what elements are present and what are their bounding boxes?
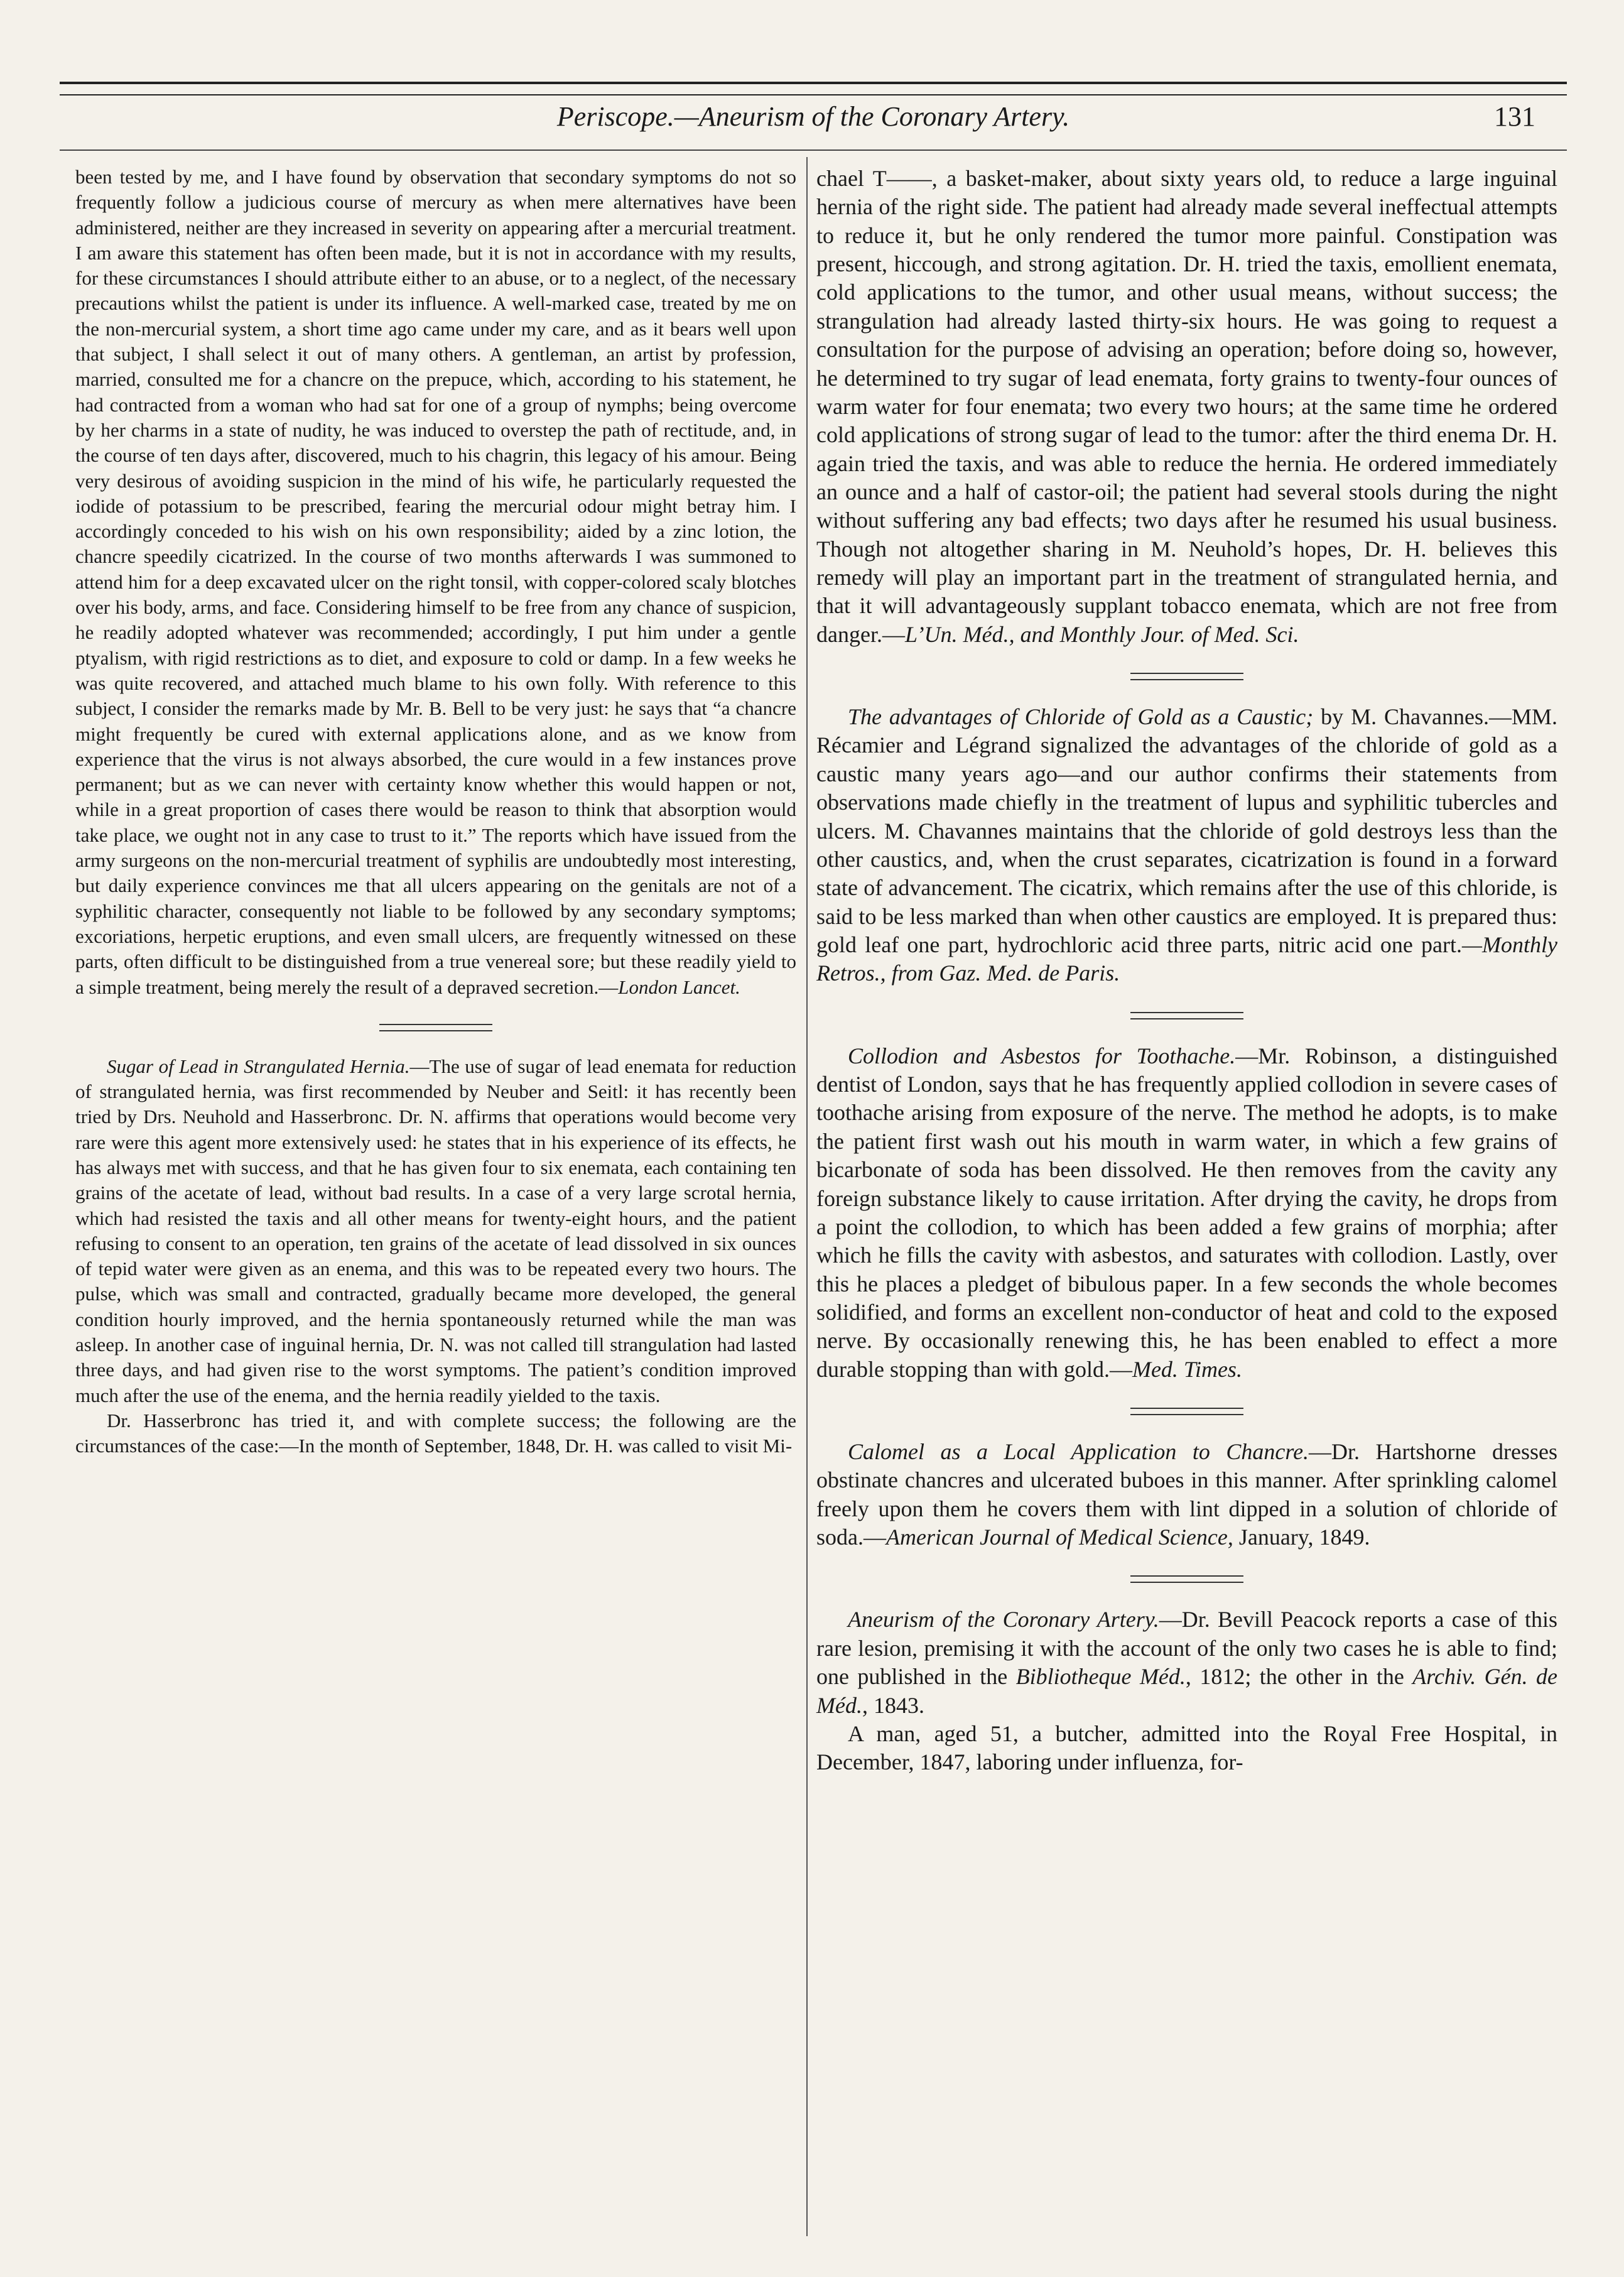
section-divider xyxy=(1130,1575,1243,1583)
article-title: Sugar of Lead in Strangulated Hernia. xyxy=(107,1055,410,1077)
article-body: , 1812; the other in the xyxy=(1185,1664,1413,1690)
right-column xyxy=(816,165,1557,2256)
article-body: been tested by me, and I have found by observation that secondary symptoms do not so frequently follow a judicious course of mercury as when mere alternatives have been administered, neither are they increased in severity on appearing after a mercurial treatment. I am aware this statement has often been made, but it is not in accordance with my results, for these circumstances I should attribute either to an abuse, or to a neglect, of the necessary precautions whilst the patient is under its influence. A well-marked case, treated by me on the non-mercurial system, a short time ago came under my care, and as it bears well upon that subject, I shall select it out of many others. A gentleman, an artist by profession, married, consulted me for a chancre on the prepuce, which, according to his statement, he had contracted from a woman who had sat for one of a group of nymphs; being overcome by her charms in a state of nudity, he was induced to overstep the path of rectitude, and, in the course of ten days after, discovered, much to his chagrin, this legacy of his amour. Being very desirous of avoiding suspicion in the mind of his wife, he particularly requested the iodide of potassium to be prescribed, fearing the mercurial odour might betray him. I accordingly conceded to his wish on his own responsibility; aided by a zinc lotion, the chancre speedily cicatrized. In the course of two months afterwards I was summoned to attend him for a deep excavated ulcer on the right tonsil, with copper-colored scaly blotches over his body, arms, and face. Considering himself to be free from any chance of suspicion, he readily adopted whatever was recommended; accordingly, I put him under a gentle ptyalism, with rigid restrictions as to diet, and exposure to cold or damp. In a few weeks he was quite recovered, and attached much blame to his own folly. With reference to this subject, I consider the remarks made by Mr. B. Bell to be very just: he says that “a chancre might frequently be cured with external applications alone, and as we know from experience that the virus is not always absorbed, the cure would in a few instances prove permanent; but as we can never with certainty know whether this would happen or not, while in a great proportion of cases there would be reason to think that absorption would take place, we ought not in any case to trust to it.” The reports which have issued from the army surgeons on the non-mercurial treatment of syphilis are undoubtedly most interesting, but daily experience convinces me that all ulcers appearing on the genitals are not of a syphilitic character, consequently not liable to be followed by any secondary symptoms; excoriations, herpetic eruptions, and even small ulcers, are frequently witnessed on these parts, often difficult to be distinguished from a true venereal sore; but these readily yield to a simple treatment, being merely the result of a depraved secretion.— xyxy=(75,166,796,998)
article-chloride-of-gold xyxy=(816,703,1557,988)
section-divider xyxy=(1130,673,1243,680)
article-title: Collodion and Asbestos for Toothache. xyxy=(848,1043,1236,1068)
running-head: Periscope.—Aneurism of the Coronary Artery. xyxy=(556,101,1070,132)
article-source: American Journal of Medical Science, xyxy=(886,1524,1233,1550)
page-header xyxy=(60,101,1567,151)
article-sugar-of-lead xyxy=(75,1054,796,1408)
article-sugar-of-lead-paragraph-2 xyxy=(75,1408,796,1459)
citation-archiv: Archiv. Gén. de Méd. xyxy=(816,1664,1557,1718)
section-divider xyxy=(1130,1012,1243,1019)
section-divider xyxy=(379,1024,492,1031)
article-collodion xyxy=(816,1042,1557,1384)
article-aneurism xyxy=(816,1606,1557,1719)
citation-bibliotheque: Bibliotheque Méd. xyxy=(1015,1664,1186,1690)
article-source: Med. Times. xyxy=(1132,1356,1242,1382)
article-body: by M. Chavannes.—MM. Récamier and Légrand signalized the advantages of the chloride of gold as a caustic many years ago—and our author confirms their statements from observations made chiefly in the treatment of lupus and syphilitic tubercles and ulcers. M. Chavannes maintains that the chloride of gold destroys less than the other caustics, and, when the crust separates, cicatrization is found in a forward state of advancement. The cicatrix, which remains after the use of this chloride, is said to be less marked than when other caustics are employed. It is prepared thus: gold leaf one part, hydrochloric acid three parts, nitric acid one part. xyxy=(816,704,1557,957)
section-divider xyxy=(1130,1408,1243,1415)
left-column xyxy=(75,165,796,2256)
article-body: —Mr. Robinson, a distinguished dentist of London, says that he has frequently applied collodion in severe cases of toothache arising from exposure of the nerve. The method he adopts, is to make the patient first wash out his mouth in warm water, in which a few grains of bicarbonate of soda has been dissolved. He then removes from the cavity any foreign substance likely to cause irritation. After drying the cavity, he drops from a point the collodion, to which has been added a few grains of morphia; after which he fills the cavity with asbestos, and saturates with collodion. Lastly, over this he places a pledget of bibulous paper. In a few seconds the whole becomes solidified, and forms an excellent non-conductor of heat and cold to the exposed nerve. By occasionally renewing this, he has been enabled to effect a more durable stopping than with gold.— xyxy=(816,1043,1557,1382)
article-aneurism-paragraph-2 xyxy=(816,1720,1557,1777)
article-calomel xyxy=(816,1438,1557,1552)
article-date: January, 1849. xyxy=(1233,1524,1370,1550)
article-title: The advantages of Chloride of Gold as a Caustic; xyxy=(848,704,1314,730)
article-body: , 1843. xyxy=(862,1692,924,1718)
article-title: Calomel as a Local Application to Chancre. xyxy=(848,1439,1309,1465)
article-syphilis-continued xyxy=(75,165,796,1000)
article-source: L’Un. Méd., and Monthly Jour. of Med. Sci. xyxy=(904,621,1299,647)
article-source: —Monthly Retros., from Gaz. Med. de Paris. xyxy=(816,932,1557,986)
article-body: chael T——, a basket-maker, about sixty years old, to reduce a large inguinal hernia of the right side. The patient had already made several ineffectual attempts to reduce it, but he only rendered the tumor more painful. Constipation was present, hiccough, and strong agitation. Dr. H. tried the taxis, emollient enemata, cold applications to the tumor, and other usual means, without success; the strangulation had already lasted thirty-six hours. He was going to request a consultation for the purpose of advising an operation; before doing so, however, he determined to try sugar of lead enemata, forty grains to twenty-four ounces of warm water for four enemata; two every two hours; at the same time he ordered cold applications of strong sugar of lead to the tumor: after the third enema Dr. H. again tried the taxis, and was able to reduce the hernia. He ordered immediately an ounce and a half of castor-oil; the patient had several stools during the night without suffering any bad effects; two days after he resumed his usual business. Though not altogether sharing in M. Neuhold’s hopes, Dr. H. believes this remedy will play an important part in the treatment of strangulated hernia, and that it will advantageously supplant tobacco enemata, which are not free from danger.— xyxy=(816,166,1557,647)
page-number: 131 xyxy=(1494,101,1535,132)
column-divider xyxy=(806,157,808,2236)
article-body: Dr. Hasserbronc has tried it, and with complete success; the following are the circumstances of the case:—In the month of September, 1848, Dr. H. was called to visit Mi- xyxy=(75,1409,796,1457)
header-rule xyxy=(60,149,1567,151)
top-double-rule xyxy=(60,82,1567,95)
article-title: Aneurism of the Coronary Artery. xyxy=(848,1607,1159,1633)
article-body: —Dr. Bevill Peacock reports a case of this rare lesion, premising it with the account of the only two cases he is able to find; one published in the xyxy=(816,1607,1557,1690)
article-body: A man, aged 51, a butcher, admitted into the Royal Free Hospital, in December, 1847, laboring under influenza, for- xyxy=(816,1720,1557,1775)
article-body: —Dr. Hartshorne dresses obstinate chancres and ulcerated buboes in this manner. After sprinkling calomel freely upon them he covers them with lint dipped in a solution of chloride of soda.— xyxy=(816,1439,1557,1550)
article-body: —The use of sugar of lead enemata for reduction of strangulated hernia, was first recommended by Neuber and Seitl: it has recently been tried by Drs. Neuhold and Hasserbronc. Dr. N. affirms that operations would become very rare were this agent more extensively used: he states that in his experience of its effects, he has always met with success, and that he has given four to six enemata, each containing ten grains of the acetate of lead, without bad results. In a case of a very large scrotal hernia, which had resisted the taxis and all other means for twenty-eight hours, and the patient refusing to consent to an operation, ten grains of the acetate of lead dissolved in six ounces of tepid water were given as an enema, and this was to be repeated every two hours. The pulse, which was small and contracted, gradually became more developed, the general condition hourly improved, and the hernia spontaneously returned while the man was asleep. In another case of inguinal hernia, Dr. N. was not called till strangulation had lasted three days, and had given rise to the worst symptoms. The patient’s condition improved much after the use of the enema, and the hernia readily yielded to the taxis. xyxy=(75,1055,796,1406)
article-source: London Lancet. xyxy=(618,975,740,998)
article-hernia-case-continued xyxy=(816,165,1557,649)
